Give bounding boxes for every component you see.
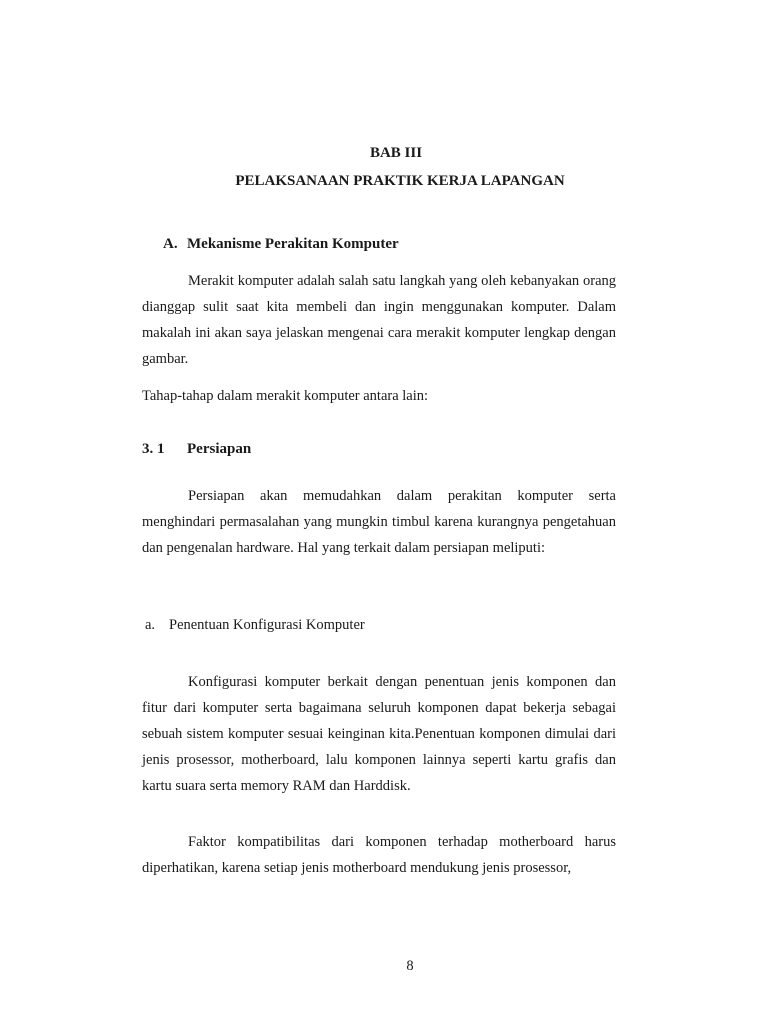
subsection-number: 3. 1 — [142, 441, 165, 457]
subsection-title: Persiapan — [187, 441, 252, 457]
item-a-letter: a. — [145, 617, 156, 633]
persiapan-paragraph: Persiapan akan memudahkan dalam perakitan komputer serta menghindari permasalahan yang mungkin timbul karena kurangnya pengetahuan dan pengenalan hardware. Hal yang terkait dalam persiapan meliputi: — [142, 488, 616, 556]
section-a-letter: A. — [163, 236, 178, 252]
page-number: 8 — [406, 958, 414, 974]
kompatibilitas-paragraph: Faktor kompatibilitas dari komponen terhadap motherboard harus diperhatikan, karena setiap jenis motherboard mendukung jenis prosessor, — [142, 834, 616, 876]
subsection-3-1-heading — [142, 441, 251, 458]
section-a-title: Mekanisme Perakitan Komputer — [187, 236, 399, 252]
chapter-number: BAB III — [369, 145, 423, 161]
steps-paragraph: Tahap-tahap dalam merakit komputer antara lain: — [142, 388, 429, 404]
item-a-title: Penentuan Konfigurasi Komputer — [169, 617, 365, 633]
chapter-title: PELAKSANAAN PRAKTIK KERJA LAPANGAN — [235, 173, 565, 189]
intro-paragraph: Merakit komputer adalah salah satu langkah yang oleh kebanyakan orang dianggap sulit saat kita membeli dan ingin menggunakan komputer. Dalam makalah ini akan saya jelaskan mengenai cara merakit komputer lengkap dengan gambar. — [142, 273, 616, 367]
section-a-heading — [163, 236, 399, 253]
item-a-heading — [145, 617, 365, 634]
konfigurasi-paragraph: Konfigurasi komputer berkait dengan penentuan jenis komponen dan fitur dari komputer serta bagaimana seluruh komponen dapat bekerja sebagai sebuah sistem komputer sesuai keinginan kita.Penentuan komponen dimulai dari jenis prosessor, motherboard, lalu komponen lainnya seperti kartu grafis dan kartu suara serta memory RAM dan Harddisk. — [142, 674, 616, 794]
